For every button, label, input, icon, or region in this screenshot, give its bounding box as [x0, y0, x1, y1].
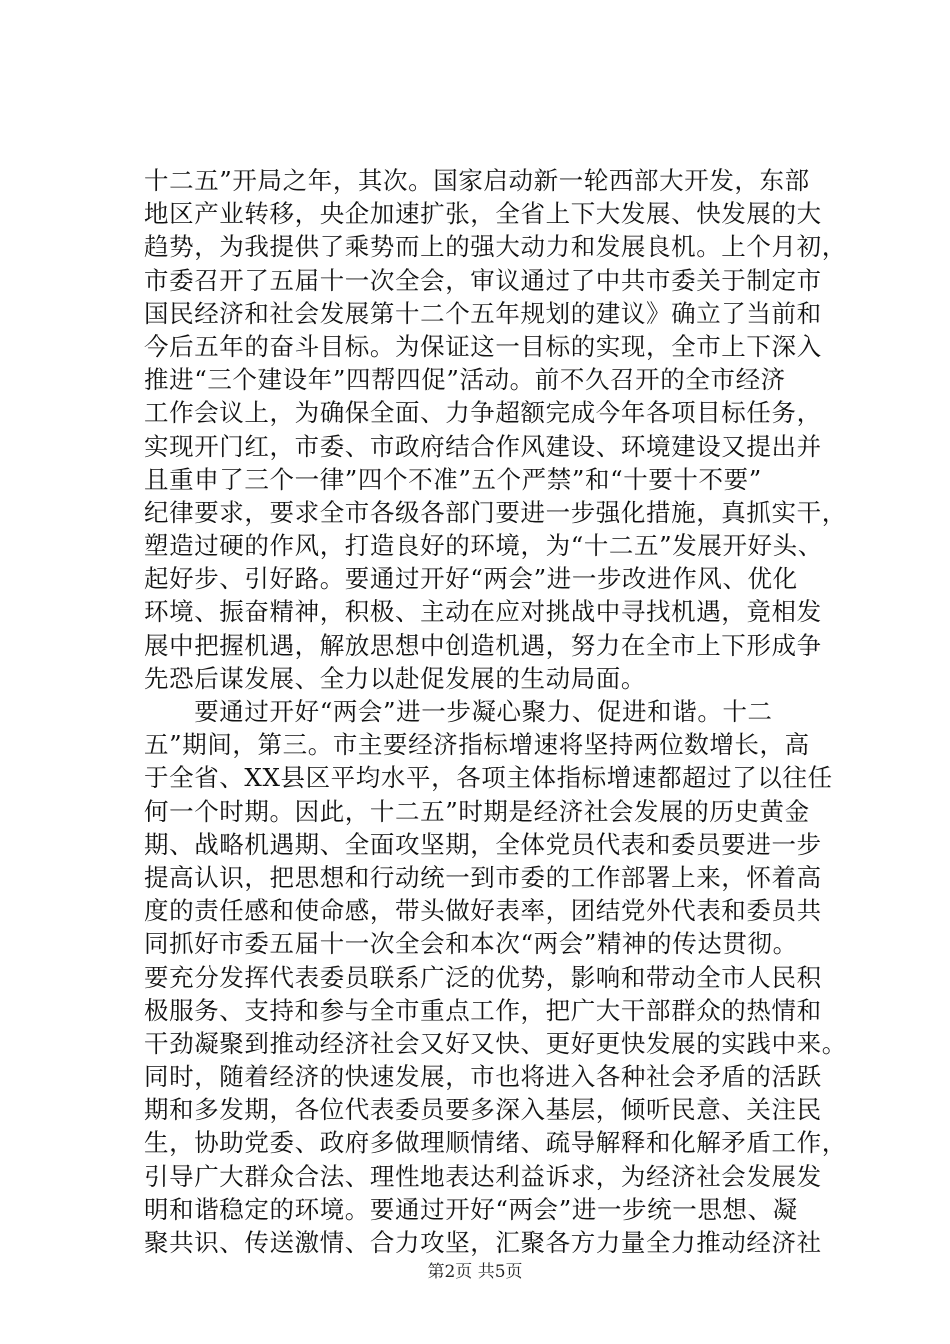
text-line: 趋势，为我提供了乘势而上的强大动力和发展良机。上个月初， — [144, 232, 847, 262]
text-line: 期、战略机遇期、全面攻坚期，全体党员代表和委员要进一步 — [144, 829, 822, 859]
text-line: 要通过开好“两会”进一步凝心聚力、促进和谐。十二 — [144, 697, 773, 726]
text-line: 干劲凝聚到推动经济社会又好又快、更好更快发展的实践中来。 — [144, 1028, 847, 1058]
text-line: 国民经济和社会发展第十二个五年规划的建议》确立了当前和 — [144, 298, 822, 328]
text-line: 纪律要求，要求全市各级各部门要进一步强化措施，真抓实干， — [144, 497, 847, 527]
text-line: 何一个时期。因此，十二五”时期是经济社会发展的历史黄金 — [144, 796, 810, 826]
text-line: 于全省、XX县区平均水平，各项主体指标增速都超过了以往任 — [144, 763, 833, 793]
text-line: 环境、振奋精神，积极、主动在应对挑战中寻找机遇，竟相发 — [144, 597, 822, 627]
text-line: 今后五年的奋斗目标。为保证这一目标的实现，全市上下深入 — [144, 331, 822, 361]
text-line: 同时，随着经济的快速发展，市也将进入各种社会矛盾的活跃 — [144, 1062, 822, 1092]
text-line: 起好步、引好路。要通过开好“两会”进一步改进作风、优化 — [144, 564, 798, 594]
text-line: 引导广大群众合法、理性地表达利益诉求，为经济社会发展发 — [144, 1161, 822, 1191]
text-line: 工作会议上，为确保全面、力争超额完成今年各项目标任务， — [144, 398, 822, 428]
text-line: 度的责任感和使命感，带头做好表率，团结党外代表和委员共 — [144, 896, 822, 926]
text-line: 且重申了三个一律”四个不准”五个严禁”和“十要十不要” — [144, 464, 762, 494]
text-line: 地区产业转移，央企加速扩张，全省上下大发展、快发展的大 — [144, 199, 822, 229]
text-line: 明和谐稳定的环境。要通过开好“两会”进一步统一思想、凝 — [144, 1194, 798, 1224]
text-line: 十二五”开局之年，其次。国家启动新一轮西部大开发，东部 — [144, 166, 810, 195]
text-line: 提高认识，把思想和行动统一到市委的工作部署上来，怀着高 — [144, 862, 822, 892]
text-line: 聚共识、传送激情、合力攻坚，汇聚各方力量全力推动经济社 — [144, 1228, 822, 1257]
body-text — [144, 164, 847, 1259]
text-line: 推进“三个建设年”四帮四促”活动。前不久召开的全市经济 — [144, 365, 786, 395]
text-line: 先恐后谋发展、全力以赴促发展的生动局面。 — [144, 663, 646, 693]
text-line: 期和多发期，各位代表委员要多深入基层，倾听民意、关注民 — [144, 1095, 822, 1125]
text-line: 同抓好市委五届十一次全会和本次“两会”精神的传达贯彻。 — [144, 929, 798, 959]
text-line: 展中把握机遇，解放思想中创造机遇，努力在全市上下形成争 — [144, 630, 822, 660]
text-line: 要充分发挥代表委员联系广泛的优势，影响和带动全市人民积 — [144, 962, 822, 992]
page-footer: 第2页 共5页 — [427, 1262, 523, 1282]
text-line: 实现开门红，市委、市政府结合作风建设、环境建设又提出并 — [144, 431, 822, 461]
text-line: 五”期间，第三。市主要经济指标增速将坚持两位数增长，高 — [144, 730, 810, 760]
text-line: 市委召开了五届十一次全会，审议通过了中共市委关于制定市 — [144, 265, 822, 295]
text-line: 生，协助党委、政府多做理顺情绪、疏导解释和化解矛盾工作， — [144, 1128, 847, 1158]
text-line: 塑造过硬的作风，打造良好的环境，为“十二五”发展开好头、 — [144, 531, 823, 561]
text-line: 极服务、支持和参与全市重点工作，把广大干部群众的热情和 — [144, 995, 822, 1025]
